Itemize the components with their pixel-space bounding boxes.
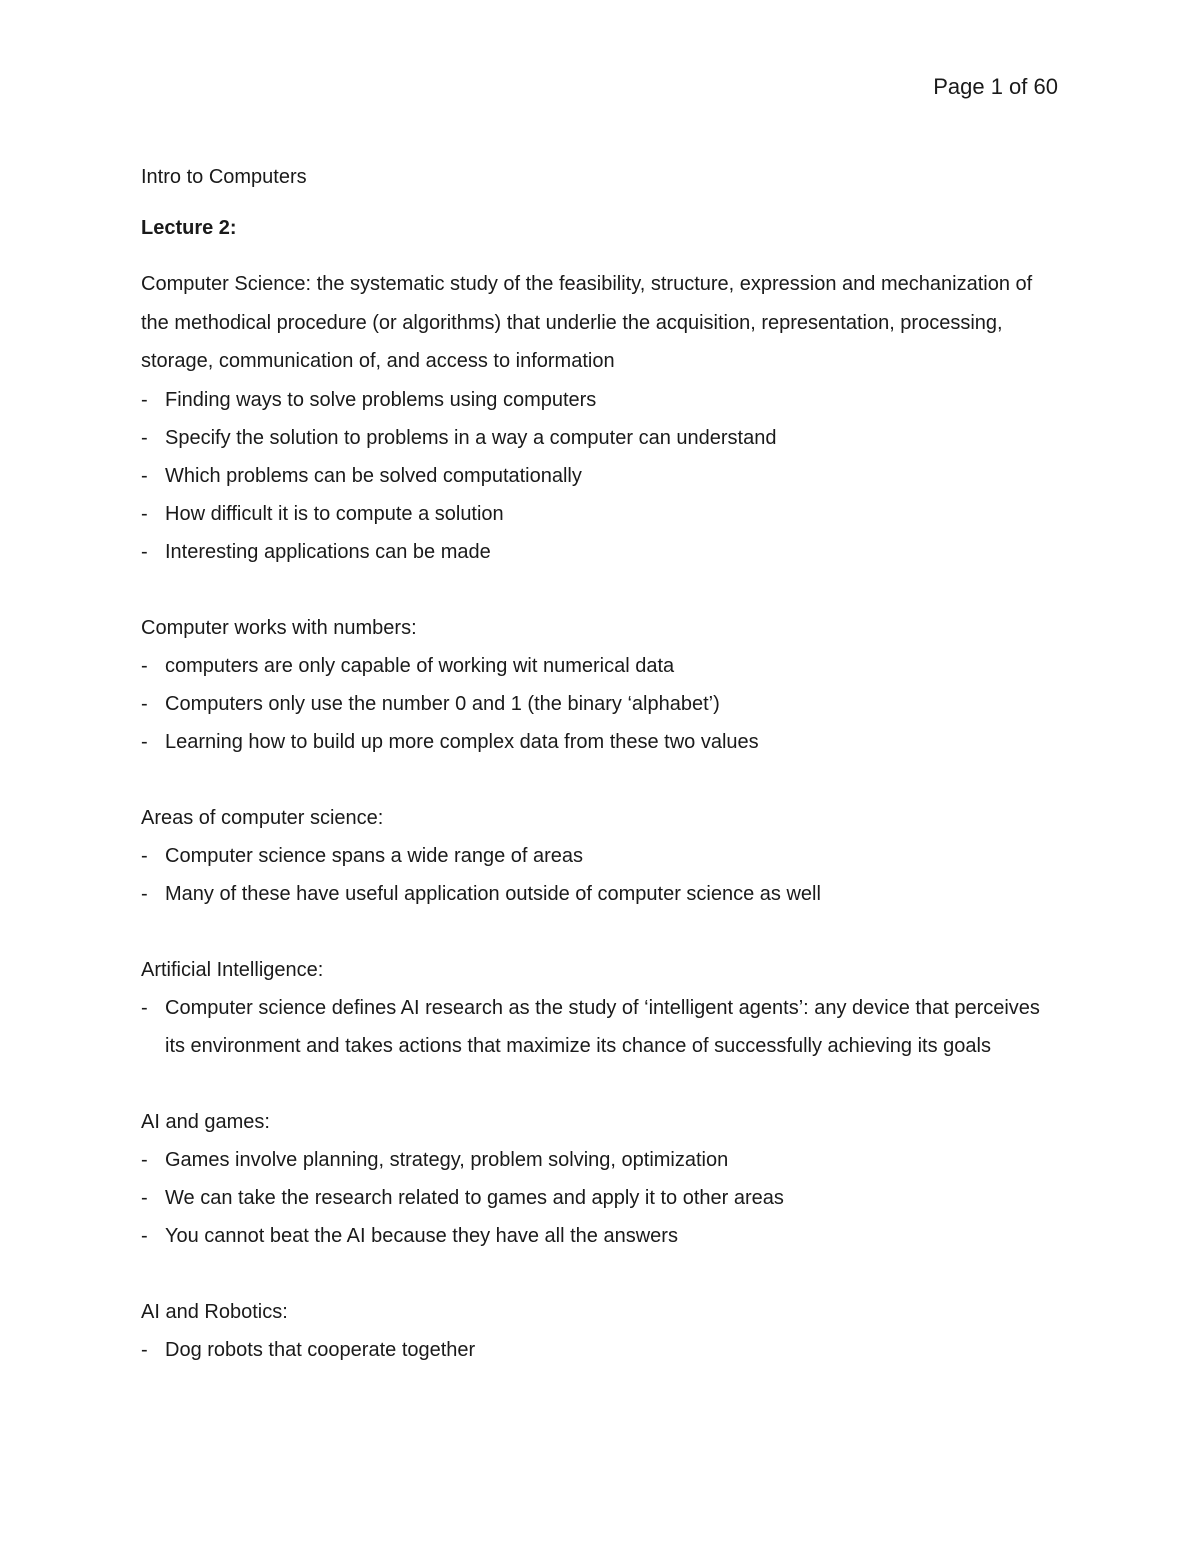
list-item-text: Learning how to build up more complex data from these two values: [165, 730, 759, 753]
section-heading: Computer Science: the systematic study of the feasibility, structure, expression and mechanization of the methodical procedure (or algorithms) that underlie the acquisition, representation, processing, storage, communication of, and access to information: [141, 273, 1033, 372]
list-item: [141, 1179, 1041, 1217]
list-item-text: Dog robots that cooperate together: [165, 1338, 476, 1361]
list-item-text: Specify the solution to problems in a way a computer can understand: [165, 426, 777, 449]
list-item: [141, 381, 1041, 419]
list-item-text: You cannot beat the AI because they have all the answers: [165, 1224, 678, 1247]
dash-bullet-icon: [141, 495, 153, 533]
bullet-list: [141, 381, 1041, 571]
list-item: [141, 723, 1041, 761]
list-item: [141, 685, 1041, 723]
list-item: [141, 1141, 1041, 1179]
list-item: [141, 419, 1041, 457]
list-item-text: computers are only capable of working wit numerical data: [165, 654, 675, 677]
dash-bullet-icon: [141, 1141, 153, 1179]
dash-bullet-icon: [141, 1179, 153, 1217]
dash-bullet-icon: [141, 457, 153, 495]
list-item-text: Finding ways to solve problems using computers: [165, 388, 597, 411]
section-heading: Artificial Intelligence:: [141, 958, 324, 981]
list-item-text: Many of these have useful application outside of computer science as well: [165, 882, 821, 905]
list-item-text: We can take the research related to games and apply it to other areas: [165, 1186, 784, 1209]
section-heading: Computer works with numbers:: [141, 616, 417, 639]
dash-bullet-icon: [141, 533, 153, 571]
list-item: [141, 989, 1041, 1065]
section-artificial-intelligence: [141, 951, 1041, 1065]
dash-bullet-icon: [141, 1331, 153, 1369]
list-item-text: Computer science spans a wide range of areas: [165, 844, 584, 867]
bullet-list: [141, 647, 1041, 761]
section-areas: [141, 799, 1041, 913]
section-heading: Areas of computer science:: [141, 806, 384, 829]
list-item: [141, 1217, 1041, 1255]
document-body: [141, 163, 1041, 1369]
section-computer-science: [141, 265, 1041, 571]
section-heading: AI and games:: [141, 1110, 270, 1133]
bullet-list: [141, 1331, 1041, 1369]
dash-bullet-icon: [141, 1217, 153, 1255]
list-item: [141, 495, 1041, 533]
dash-bullet-icon: [141, 685, 153, 723]
document-title: Intro to Computers: [141, 166, 307, 188]
dash-bullet-icon: [141, 647, 153, 685]
section-ai-robotics: [141, 1293, 1041, 1369]
list-item: [141, 875, 1041, 913]
list-item-text: Which problems can be solved computationally: [165, 464, 582, 487]
list-item-text: Computers only use the number 0 and 1 (the binary ‘alphabet’): [165, 692, 720, 715]
list-item-text: How difficult it is to compute a solution: [165, 502, 504, 525]
section-ai-games: [141, 1103, 1041, 1255]
list-item: [141, 837, 1041, 875]
dash-bullet-icon: [141, 837, 153, 875]
section-heading: AI and Robotics:: [141, 1300, 288, 1323]
bullet-list: [141, 1141, 1041, 1255]
dash-bullet-icon: [141, 723, 153, 761]
bullet-list: [141, 837, 1041, 913]
lecture-heading: Lecture 2:: [141, 217, 237, 239]
dash-bullet-icon: [141, 381, 153, 419]
page-number: Page 1 of 60: [933, 74, 1058, 99]
list-item: [141, 533, 1041, 571]
section-computer-numbers: [141, 609, 1041, 761]
dash-bullet-icon: [141, 875, 153, 913]
list-item-text: Computer science defines AI research as the study of ‘intelligent agents’: any device that perceives its environment and takes actions that maximize its chance of successfully achieving its goals: [165, 996, 1040, 1057]
list-item-text: Interesting applications can be made: [165, 540, 491, 563]
list-item: [141, 457, 1041, 495]
list-item: [141, 1331, 1041, 1369]
list-item-text: Games involve planning, strategy, problem solving, optimization: [165, 1148, 729, 1171]
dash-bullet-icon: [141, 989, 153, 1027]
bullet-list: [141, 989, 1041, 1065]
list-item: [141, 647, 1041, 685]
dash-bullet-icon: [141, 419, 153, 457]
